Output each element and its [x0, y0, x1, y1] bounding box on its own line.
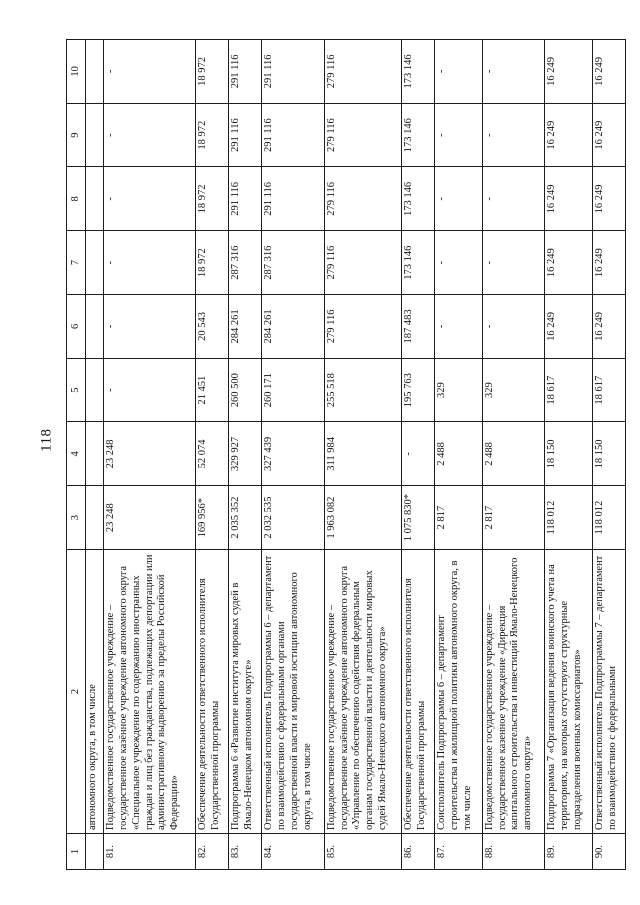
value-cell: 327 439: [262, 422, 325, 486]
value-cell: 2 488: [434, 422, 482, 486]
row-number-cell: [86, 834, 104, 870]
value-cell: [86, 422, 104, 486]
value-cell: 118 012: [592, 486, 625, 550]
row-name-cell: Подпрограмма 7 «Организация ведения воинского учета на территориях, на которых отсутствуют структурные подразделения военных комиссариатов»: [545, 550, 593, 834]
value-cell: 52 074: [196, 422, 229, 486]
value-cell: 2 035 352: [229, 486, 262, 550]
value-cell: -: [482, 167, 545, 231]
table-row: [229, 40, 262, 870]
column-header: 3: [67, 486, 86, 550]
row-number-cell: 89.: [545, 834, 593, 870]
value-cell: 260 171: [262, 358, 325, 422]
value-cell: -: [434, 295, 482, 359]
value-cell: -: [482, 295, 545, 359]
value-cell: 291 116: [262, 40, 325, 104]
row-number-cell: 81.: [104, 834, 196, 870]
row-name-cell: Подведомственное государственное учреждение – государственное казённое учреждение автономного округа «Управление по обеспечению содействия федеральным органам государственной власти и деятельности мировых судей Ямало-Ненецкого автономного округа»: [324, 550, 401, 834]
value-cell: 279 116: [324, 295, 401, 359]
value-cell: [86, 486, 104, 550]
value-cell: 187 483: [401, 295, 434, 359]
value-cell: 291 116: [262, 103, 325, 167]
value-cell: 291 116: [229, 103, 262, 167]
value-cell: 329: [482, 358, 545, 422]
value-cell: 18 617: [545, 358, 593, 422]
value-cell: 18 972: [196, 40, 229, 104]
value-cell: -: [434, 231, 482, 295]
table-row: [262, 40, 325, 870]
value-cell: -: [104, 295, 196, 359]
value-cell: 2 032 535: [262, 486, 325, 550]
value-cell: 2 488: [482, 422, 545, 486]
row-number-cell: 88.: [482, 834, 545, 870]
value-cell: [86, 103, 104, 167]
value-cell: 118 012: [545, 486, 593, 550]
value-cell: 255 518: [324, 358, 401, 422]
value-cell: -: [104, 103, 196, 167]
column-header: 1: [67, 834, 86, 870]
column-header: 8: [67, 167, 86, 231]
row-name-cell: Обеспечение деятельности ответственного исполнителя Государственной программы: [196, 550, 229, 834]
table-row: [196, 40, 229, 870]
row-name-cell: Обеспечение деятельности ответственного исполнителя Государственной программы: [401, 550, 434, 834]
value-cell: -: [482, 103, 545, 167]
value-cell: 20 543: [196, 295, 229, 359]
value-cell: 287 316: [229, 231, 262, 295]
value-cell: 311 984: [324, 422, 401, 486]
value-cell: -: [104, 40, 196, 104]
value-cell: 18 972: [196, 167, 229, 231]
row-number-cell: 86.: [401, 834, 434, 870]
value-cell: 16 249: [545, 295, 593, 359]
row-name-cell: Подведомственное государственное учреждение – государственное казённое учреждение автономного округа «Специальное учреждение по содержанию иностранных граждан и лиц без гражданства, подлежащих депортации или административному выдворению за пределы Российской Федерации»: [104, 550, 196, 834]
row-name-cell: Соисполнитель Подпрограммы 6 – департамент строительства и жилищной политики автономного округа, в том числе: [434, 550, 482, 834]
value-cell: 2 817: [434, 486, 482, 550]
value-cell: 18 150: [592, 422, 625, 486]
value-cell: 1 963 082: [324, 486, 401, 550]
value-cell: 16 249: [545, 167, 593, 231]
table-row: [324, 40, 401, 870]
value-cell: 16 249: [545, 103, 593, 167]
value-cell: 260 500: [229, 358, 262, 422]
value-cell: 23 248: [104, 422, 196, 486]
table-body: [67, 40, 626, 870]
value-cell: -: [104, 167, 196, 231]
value-cell: 18 617: [592, 358, 625, 422]
value-cell: 284 261: [229, 295, 262, 359]
value-cell: -: [434, 40, 482, 104]
page-number: 118: [38, 428, 55, 452]
value-cell: -: [401, 422, 434, 486]
value-cell: 279 116: [324, 103, 401, 167]
value-cell: [86, 167, 104, 231]
value-cell: 16 249: [592, 103, 625, 167]
value-cell: 287 316: [262, 231, 325, 295]
row-number-cell: 84.: [262, 834, 325, 870]
table-row: [545, 40, 593, 870]
table-row: [482, 40, 545, 870]
column-header: 4: [67, 422, 86, 486]
value-cell: 16 249: [592, 40, 625, 104]
column-header: 6: [67, 295, 86, 359]
value-cell: [86, 358, 104, 422]
value-cell: [86, 40, 104, 104]
value-cell: 21 451: [196, 358, 229, 422]
budget-table: [66, 39, 626, 870]
value-cell: 169 956*: [196, 486, 229, 550]
row-name-cell: Подведомственное государственное учреждение – государственное казенное учреждение «Дирекция капитального строительства и инвестиций Ямало-Ненецкого автономного округа»: [482, 550, 545, 834]
row-name-cell: Подпрограмма 6 «Развитие института мировых судей в Ямало-Ненецком автономном округе»: [229, 550, 262, 834]
value-cell: -: [104, 231, 196, 295]
column-header: 2: [67, 550, 86, 834]
value-cell: 23 248: [104, 486, 196, 550]
value-cell: 173 146: [401, 231, 434, 295]
value-cell: 1 075 830*: [401, 486, 434, 550]
value-cell: 16 249: [592, 167, 625, 231]
value-cell: -: [482, 231, 545, 295]
column-header: 10: [67, 40, 86, 104]
table-row: [86, 40, 104, 870]
value-cell: -: [434, 103, 482, 167]
value-cell: [86, 231, 104, 295]
value-cell: -: [434, 167, 482, 231]
value-cell: 291 116: [262, 167, 325, 231]
value-cell: 329 927: [229, 422, 262, 486]
value-cell: 18 972: [196, 103, 229, 167]
row-name-cell: автономного округа, в том числе: [86, 550, 104, 834]
value-cell: 284 261: [262, 295, 325, 359]
value-cell: 18 150: [545, 422, 593, 486]
row-number-cell: 82.: [196, 834, 229, 870]
row-number-cell: 83.: [229, 834, 262, 870]
value-cell: 195 763: [401, 358, 434, 422]
value-cell: 173 146: [401, 167, 434, 231]
table-row: [401, 40, 434, 870]
value-cell: 279 116: [324, 231, 401, 295]
row-number-cell: 85.: [324, 834, 401, 870]
value-cell: 16 249: [545, 231, 593, 295]
table-row: [104, 40, 196, 870]
value-cell: 16 249: [545, 40, 593, 104]
value-cell: 16 249: [592, 231, 625, 295]
rotated-table-sheet: [66, 40, 626, 870]
value-cell: 173 146: [401, 103, 434, 167]
table-row: [434, 40, 482, 870]
column-number-header-row: [67, 40, 86, 870]
value-cell: 291 116: [229, 40, 262, 104]
table-row: [592, 40, 625, 870]
row-number-cell: 90.: [592, 834, 625, 870]
value-cell: -: [104, 358, 196, 422]
row-name-cell: Ответственный исполнитель Подпрограммы 6 – департамент по взаимодействию с федеральными органами государственной власти и мировой юстиции автономного округа, в том числе: [262, 550, 325, 834]
value-cell: 2 817: [482, 486, 545, 550]
value-cell: [86, 295, 104, 359]
value-cell: 279 116: [324, 167, 401, 231]
value-cell: 173 146: [401, 40, 434, 104]
column-header: 9: [67, 103, 86, 167]
column-header: 7: [67, 231, 86, 295]
row-name-cell: Ответственный исполнитель Подпрограммы 7 – департамент по взаимодействию с федеральными: [592, 550, 625, 834]
column-header: 5: [67, 358, 86, 422]
value-cell: 329: [434, 358, 482, 422]
value-cell: -: [482, 40, 545, 104]
value-cell: 291 116: [229, 167, 262, 231]
value-cell: 18 972: [196, 231, 229, 295]
row-number-cell: 87.: [434, 834, 482, 870]
value-cell: 16 249: [592, 295, 625, 359]
value-cell: 279 116: [324, 40, 401, 104]
